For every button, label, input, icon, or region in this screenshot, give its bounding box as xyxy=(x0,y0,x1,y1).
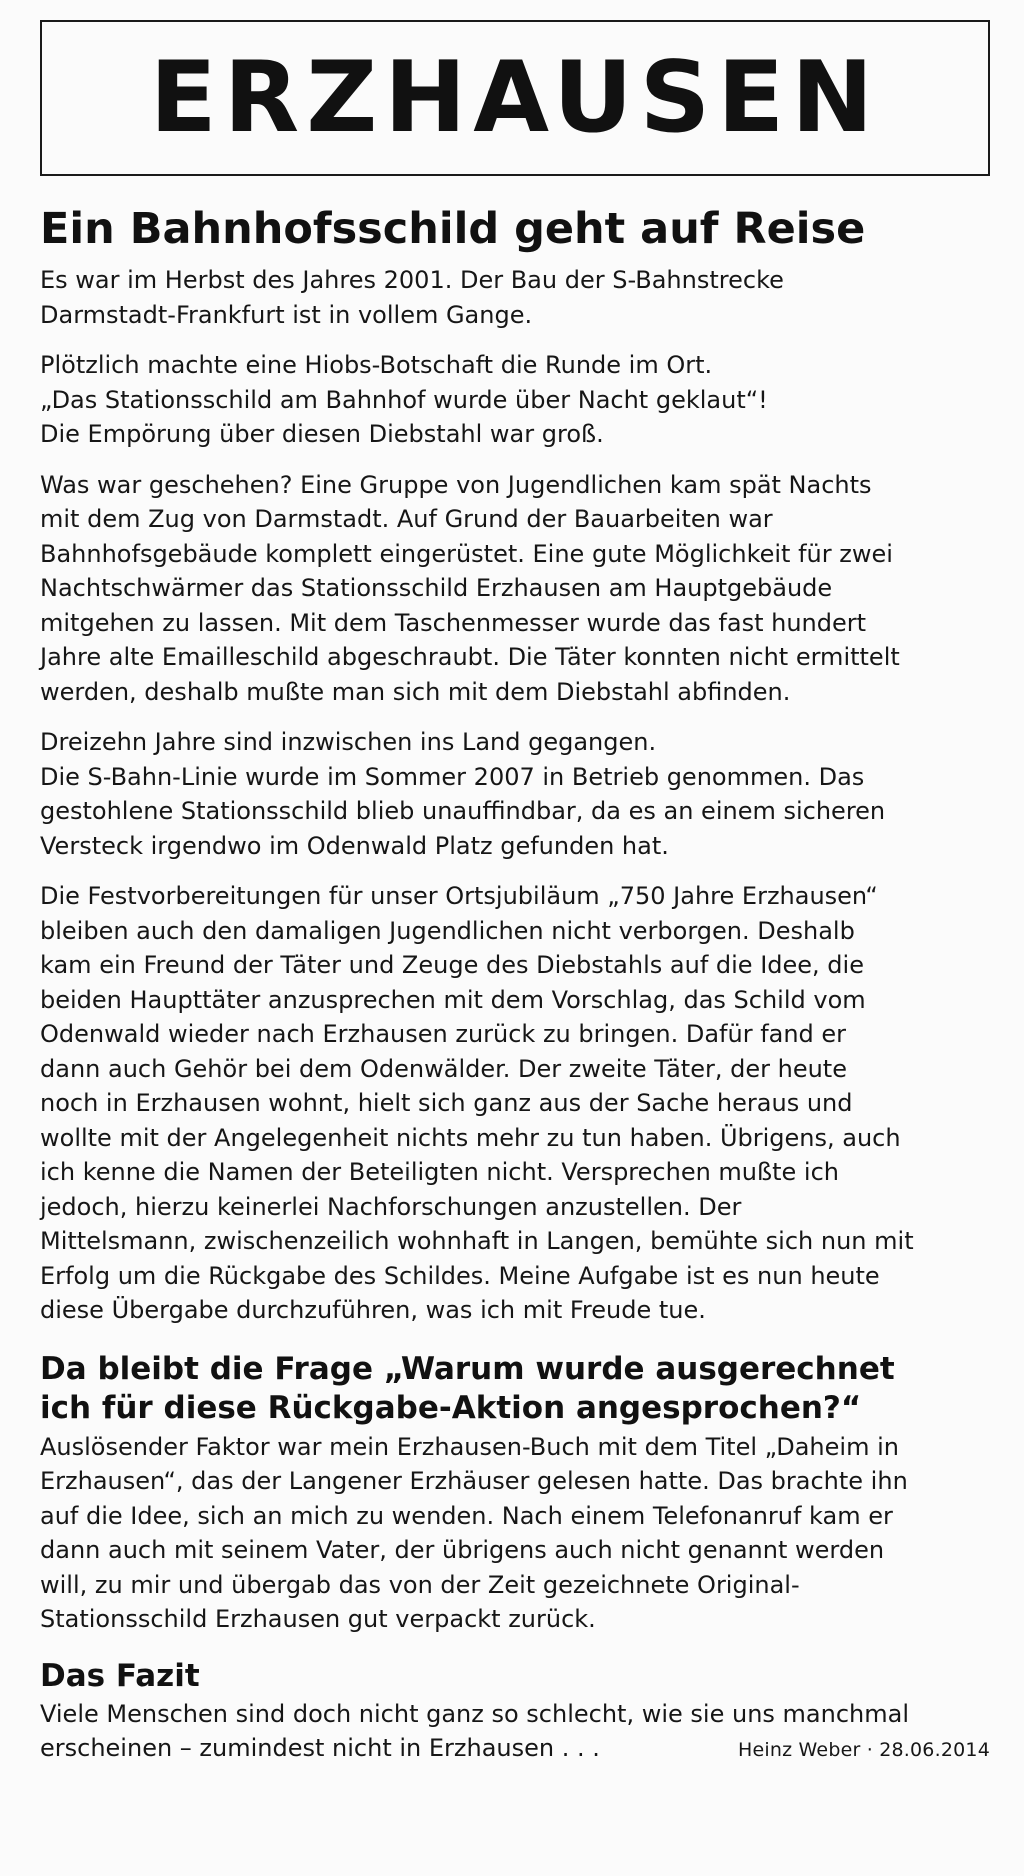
text-line: wollte mit der Angelegenheit nichts mehr zu tun haben. Übrigens, auch xyxy=(40,1123,901,1152)
text-line: Bahnhofsgebäude komplett eingerüstet. Eine gute Möglichkeit für zwei xyxy=(40,539,893,568)
article xyxy=(40,20,990,1784)
text-line: bleiben auch den damaligen Jugendlichen nicht verborgen. Deshalb xyxy=(40,916,855,945)
author-signature: Heinz Weber · 28.06.2014 xyxy=(738,1739,990,1762)
text-line: kam ein Freund der Täter und Zeuge des Diebstahls auf die Idee, die xyxy=(40,951,864,980)
text-line: gestohlene Stationsschild blieb unauffindbar, da es an einem sicheren xyxy=(40,797,886,826)
text-line: Dreizehn Jahre sind inzwischen ins Land gegangen. xyxy=(40,728,657,757)
paragraph xyxy=(40,468,990,710)
heading-line: Da bleibt die Frage „Warum wurde ausgerechnet xyxy=(40,1350,895,1387)
masthead-title: ERZHAUSEN xyxy=(149,41,881,155)
text-line: Die S-Bahn-Linie wurde im Sommer 2007 in Betrieb genommen. Das xyxy=(40,762,865,791)
text-line: beiden Haupttäter anzusprechen mit dem Vorschlag, das Schild vom xyxy=(40,985,866,1014)
text-line: Auslösender Faktor war mein Erzhausen-Buch mit dem Titel „Daheim in xyxy=(40,1432,899,1461)
text-line: Versteck irgendwo im Odenwald Platz gefunden hat. xyxy=(40,831,669,860)
text-line: Die Festvorbereitungen für unser Ortsjubiläum „750 Jahre Erzhausen“ xyxy=(40,882,878,911)
masthead-box xyxy=(40,20,990,176)
text-line: will, zu mir und übergab das von der Zeit gezeichnete Original- xyxy=(40,1570,800,1599)
text-line: Nachtschwärmer das Stationsschild Erzhausen am Hauptgebäude xyxy=(40,574,833,603)
text-line: noch in Erzhausen wohnt, hielt sich ganz aus der Sache heraus und xyxy=(40,1089,853,1118)
paragraph xyxy=(40,725,990,863)
text-line: Odenwald wieder nach Erzhausen zurück zu bringen. Dafür fand er xyxy=(40,1020,847,1049)
text-line: Erzhausen“, das der Langener Erzhäuser gelesen hatte. Das brachte ihn xyxy=(40,1467,908,1496)
text-line: werden, deshalb mußte man sich mit dem Diebstahl abfinden. xyxy=(40,677,791,706)
text-line: diese Übergabe durchzuführen, was ich mit Freude tue. xyxy=(40,1296,706,1325)
text-line: ich kenne die Namen der Beteiligten nicht. Versprechen mußte ich xyxy=(40,1158,840,1187)
text-line: auf die Idee, sich an mich zu wenden. Nach einem Telefonanruf kam er xyxy=(40,1501,893,1530)
text-line: Es war im Herbst des Jahres 2001. Der Bau der S-Bahnstrecke xyxy=(40,266,784,295)
text-line: Die Empörung über diesen Diebstahl war groß. xyxy=(40,420,604,449)
text-line: Stationsschild Erzhausen gut verpackt zurück. xyxy=(40,1605,596,1634)
text-line: jedoch, hierzu keinerlei Nachforschungen anzustellen. Der xyxy=(40,1192,742,1221)
text-line: Erfolg um die Rückgabe des Schildes. Meine Aufgabe ist es nun heute xyxy=(40,1261,880,1290)
article-headline: Ein Bahnhofsschild geht auf Reise xyxy=(40,204,866,254)
paragraph xyxy=(40,348,990,452)
question-paragraph xyxy=(40,1430,990,1637)
fazit-heading: Das Fazit xyxy=(40,1657,200,1694)
text-line: Jahre alte Emailleschild abgeschraubt. Die Täter konnten nicht ermittelt xyxy=(40,643,900,672)
text-line: dann auch mit seinem Vater, der übrigens auch nicht genannt werden xyxy=(40,1536,885,1565)
fazit-paragraph xyxy=(40,1697,990,1768)
text-line: Darmstadt-Frankfurt ist in vollem Gange. xyxy=(40,300,533,329)
paragraph xyxy=(40,263,990,332)
fazit-last-line xyxy=(40,1731,990,1768)
text-line: Viele Menschen sind doch nicht ganz so schlecht, wie sie uns manchmal xyxy=(40,1699,909,1728)
text-line: mitgehen zu lassen. Mit dem Taschenmesser wurde das fast hundert xyxy=(40,608,867,637)
text-line: Mittelsmann, zwischenzeilich wohnhaft in Langen, bemühte sich nun mit xyxy=(40,1227,914,1256)
text-line: mit dem Zug von Darmstadt. Auf Grund der Bauarbeiten war xyxy=(40,505,773,534)
paragraph xyxy=(40,879,990,1328)
text-line: Was war geschehen? Eine Gruppe von Jugendlichen kam spät Nachts xyxy=(40,470,872,499)
text-line: dann auch Gehör bei dem Odenwälder. Der zweite Täter, der heute xyxy=(40,1054,847,1083)
text-line: erscheinen – zumindest nicht in Erzhausen . . . xyxy=(40,1734,600,1763)
question-heading xyxy=(40,1350,990,1428)
heading-line: ich für diese Rückgabe-Aktion angesprochen?“ xyxy=(40,1389,862,1426)
text-line: Plötzlich machte eine Hiobs-Botschaft die Runde im Ort. xyxy=(40,351,713,380)
text-line: „Das Stationsschild am Bahnhof wurde über Nacht geklaut“! xyxy=(40,385,768,414)
